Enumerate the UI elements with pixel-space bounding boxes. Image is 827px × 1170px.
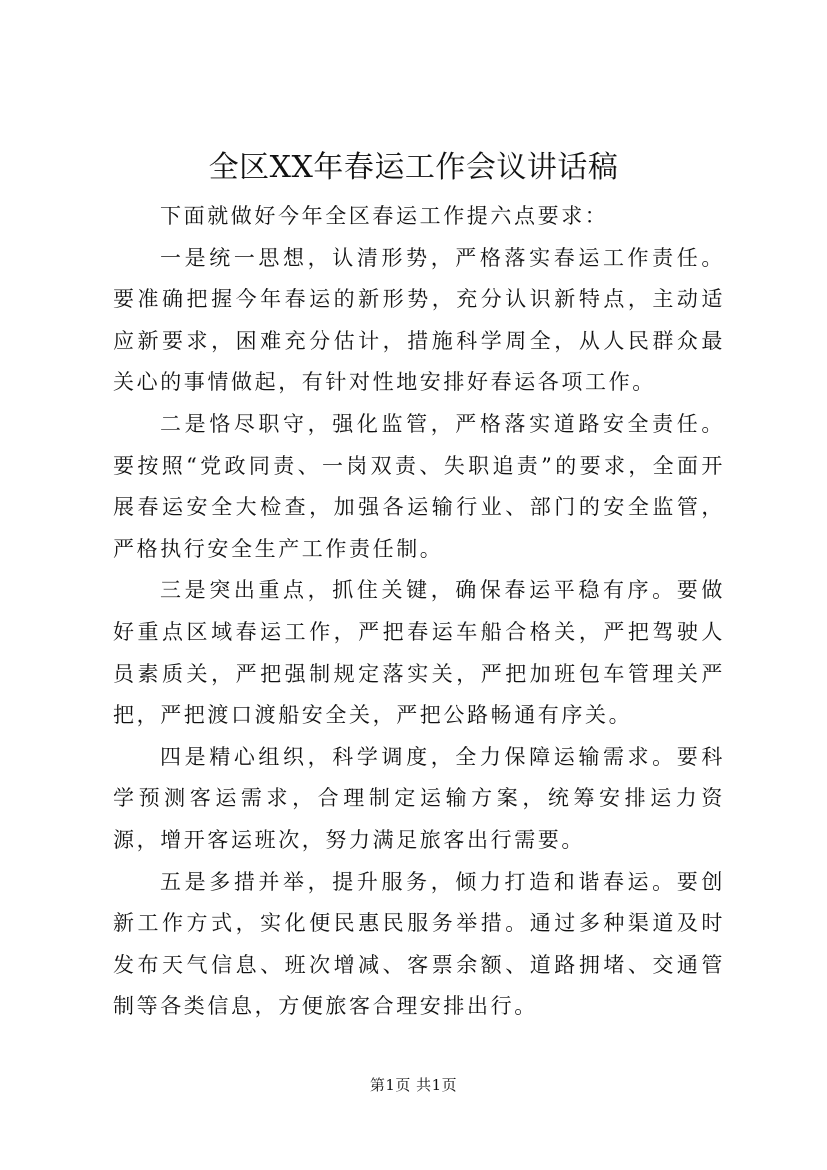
document-title: 全区XX年春运工作会议讲话稿 bbox=[208, 150, 619, 185]
paragraph-point-5: 五是多措并举，提升服务，倾力打造和谐春运。要创新工作方式，实化便民惠民服务举措。通过多种渠道及时发布天气信息、班次增减、客票余额、道路拥堵、交通管制等各类信息，方便旅客合理安排出行。 bbox=[113, 869, 725, 1019]
paragraph-point-3: 三是突出重点，抓住关键，确保春运平稳有序。要做好重点区域春运工作，严把春运车船合格关，严把驾驶人员素质关，严把强制规定落实关，严把加班包车管理关严把，严把渡口渡船安全关，严把公路畅通有序关。 bbox=[113, 578, 725, 728]
paragraph-point-2: 二是恪尽职守，强化监管，严格落实道路安全责任。要按照“党政同责、一岗双责、失职追责”的要求，全面开展春运安全大检查，加强各运输行业、部门的安全监管，严格执行安全生产工作责任制。 bbox=[113, 411, 725, 561]
document-body bbox=[113, 196, 725, 1028]
page-number-footer: 第1页 共1页 bbox=[369, 1076, 458, 1094]
paragraph-point-4: 四是精心组织，科学调度，全力保障运输需求。要科学预测客运需求，合理制定运输方案，统筹安排运力资源，增开客运班次，努力满足旅客出行需要。 bbox=[113, 744, 725, 852]
paragraph-intro: 下面就做好今年全区春运工作提六点要求： bbox=[160, 204, 609, 228]
paragraph-point-1: 一是统一思想，认清形势，严格落实春运工作责任。要准确把握今年春运的新形势，充分认识新特点，主动适应新要求，困难充分估计，措施科学周全，从人民群众最关心的事情做起，有针对性地安排好春运各项工作。 bbox=[113, 245, 725, 395]
